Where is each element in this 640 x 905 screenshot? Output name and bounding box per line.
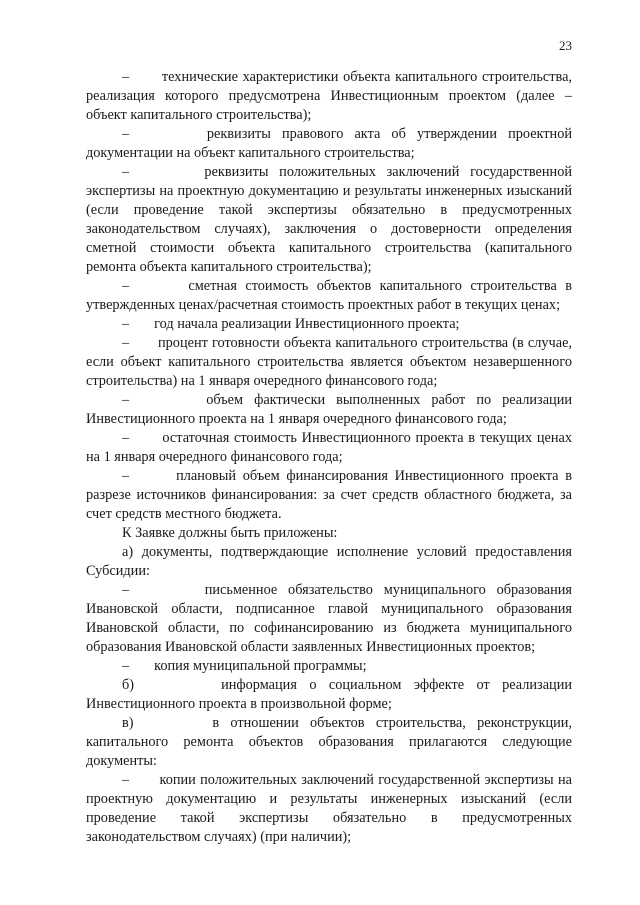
list-item-written-obligation: – письменное обязательство муниципального образования Ивановской области, подписанное главой муниципального образования Ивановской области, по софинансированию из бюджета муниципального образования Ивановской области заявленных Инвестиционных проектов; [86,582,572,655]
list-item-start-year: – год начала реализации Инвестиционного проекта; [122,316,460,332]
list-item-completed-work-volume: – объем фактически выполненных работ по реализации Инвестиционного проекта на 1 января очередного финансового года; [86,392,572,427]
page-number: 23 [559,38,572,53]
list-item-estimated-cost: – сметная стоимость объектов капитального строительства в утвержденных ценах/расчетная стоимость проектных работ в текущих ценах; [86,278,572,313]
list-item-expertise-copies: – копии положительных заключений государственной экспертизы на проектную документацию и результаты инженерных изысканий (если проведение такой экспертизы обязательно в предусмотренных законодательством случаях) (при наличии); [86,772,572,845]
attachment-c: в) в отношении объектов строительства, реконструкции, капитального ремонта объектов образования прилагаются следующие документы: [86,715,572,769]
list-item-readiness-percent: – процент готовности объекта капитального строительства (в случае, если объект капитального строительства является объектом незавершенного строительства) на 1 января очередного финансового года; [86,335,572,389]
list-item-expertise-conclusions: – реквизиты положительных заключений государственной экспертизы на проектную документацию и результаты инженерных изысканий (если проведение такой экспертизы обязательно в предусмотренных законодательством случаях), заключения о достоверности определения сметной стоимости объекта капитального строительства (капитального ремонта объекта капитального строительства); [86,164,572,275]
attachment-a: а) документы, подтверждающие исполнение условий предоставления Субсидии: [86,544,572,579]
list-item-program-copy: – копия муниципальной программы; [122,658,367,674]
list-item-legal-act-details: – реквизиты правового акта об утверждении проектной документации на объект капитального строительства; [86,126,572,161]
attachments-heading: К Заявке должны быть приложены: [122,525,338,541]
attachment-b: б) информация о социальном эффекте от реализации Инвестиционного проекта в произвольной форме; [86,677,572,712]
list-item-residual-cost: – остаточная стоимость Инвестиционного проекта в текущих ценах на 1 января очередного финансового года; [86,430,572,465]
document-body [86,68,572,847]
list-item-technical-characteristics: – технические характеристики объекта капитального строительства, реализация которого предусмотрена Инвестиционным проектом (далее – объект капитального строительства); [86,69,572,123]
list-item-planned-financing: – плановый объем финансирования Инвестиционного проекта в разрезе источников финансирования: за счет средств областного бюджета, за счет средств местного бюджета. [86,468,572,522]
